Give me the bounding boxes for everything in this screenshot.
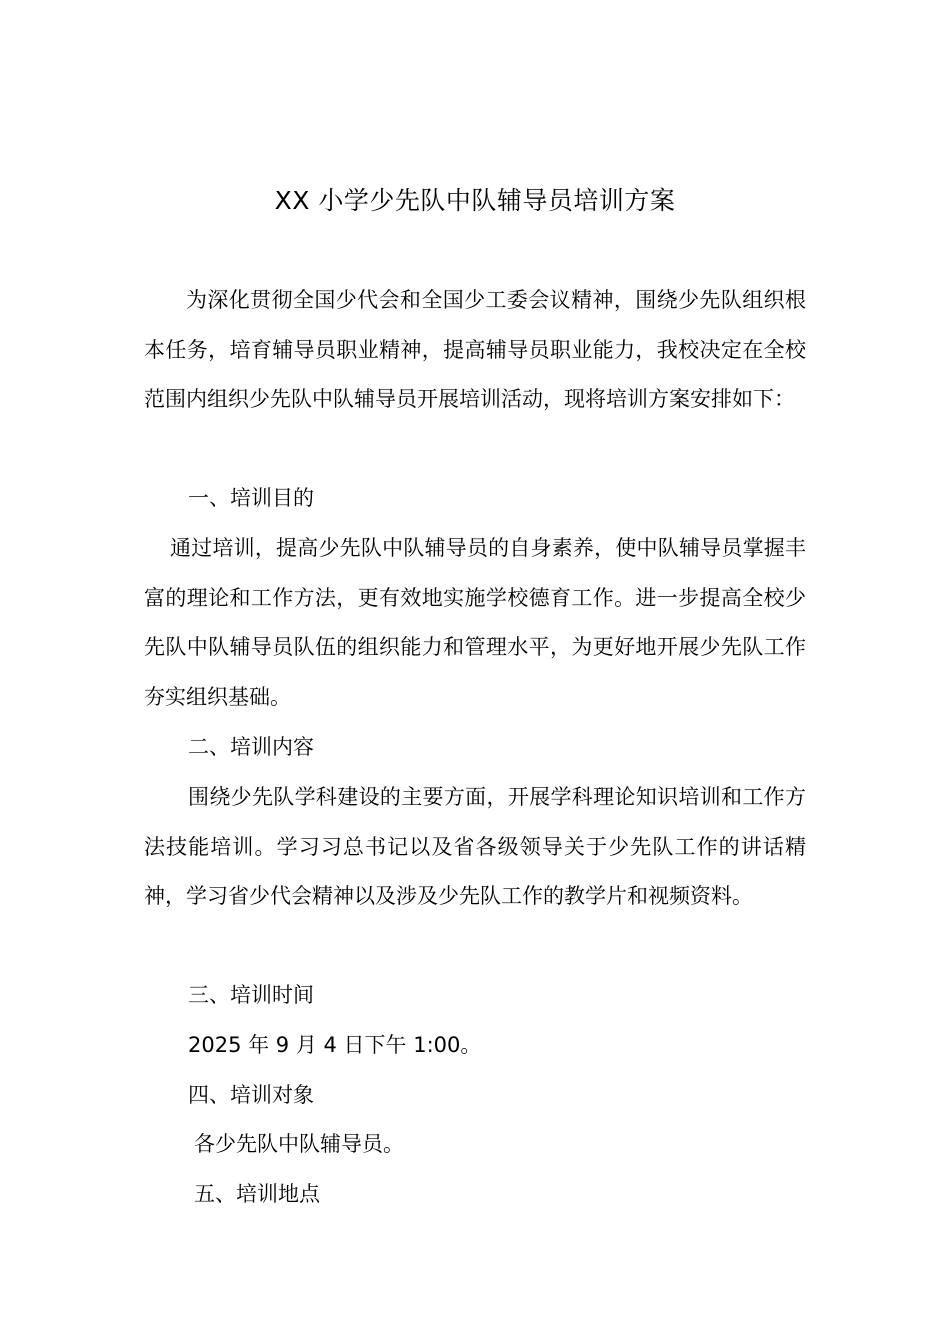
time-text: 2025 年 9 月 4 日下午 1:00。 bbox=[188, 1033, 482, 1057]
section-heading-location: 五、培训地点 bbox=[194, 1182, 320, 1206]
section-heading-content: 二、培训内容 bbox=[188, 735, 314, 759]
section-heading-purpose: 一、培训目的 bbox=[188, 486, 314, 510]
document-title: XX 小学少先队中队辅导员培训方案 bbox=[274, 186, 676, 215]
section-heading-time: 三、培训时间 bbox=[188, 983, 314, 1007]
audience-text: 各少先队中队辅导员。 bbox=[194, 1132, 404, 1156]
section-heading-audience: 四、培训对象 bbox=[188, 1083, 314, 1107]
purpose-paragraph: 通过培训，提高少先队中队辅导员的自身素养，使中队辅导员掌握丰富的理论和工作方法，更有效地实施学校德育工作。进一步提高全校少先队中队辅导员队伍的组织能力和管理水平，为更好地开展少先队工作夯实组织基础。 bbox=[144, 536, 806, 709]
intro-paragraph: 为深化贯彻全国少代会和全国少工委会议精神，围绕少先队组织根本任务，培育辅导员职业精神，提高辅导员职业能力，我校决定在全校范围内组织少先队中队辅导员开展培训活动，现将培训方案安排如下： bbox=[144, 288, 806, 412]
content-paragraph: 围绕少先队学科建设的主要方面，开展学科理论知识培训和工作方法技能培训。学习习总书记以及省各级领导关于少先队工作的讲话精神，学习省少代会精神以及涉及少先队工作的教学片和视频资料。 bbox=[144, 785, 806, 909]
